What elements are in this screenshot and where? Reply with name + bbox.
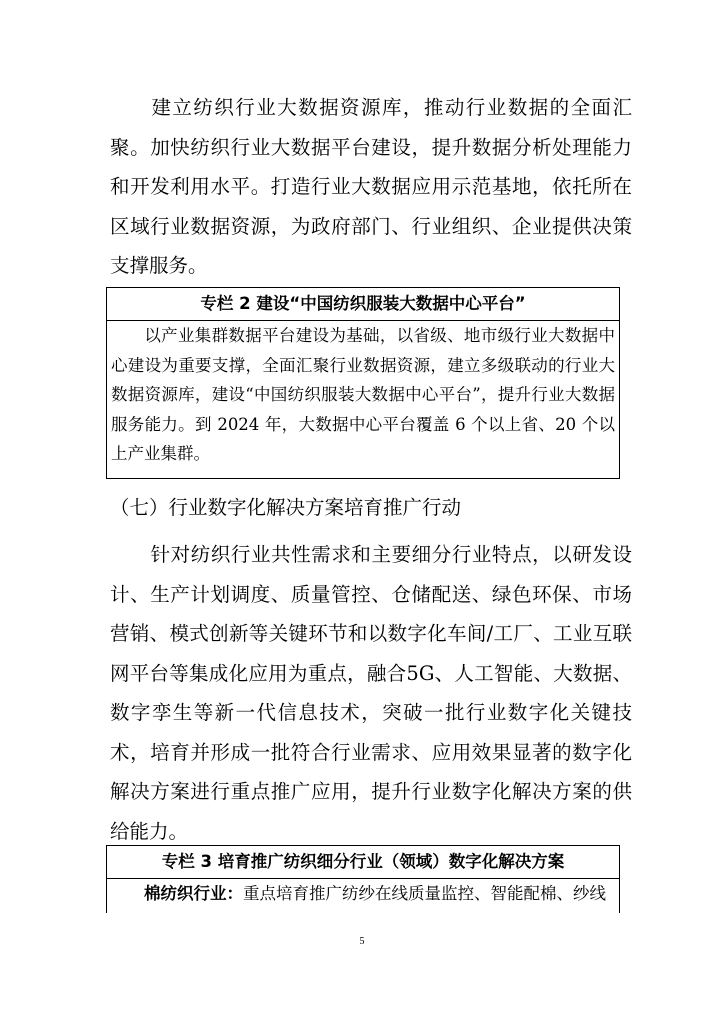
column-box-title: 专栏 2 建设“中国纺织服装大数据中心平台” — [107, 288, 619, 321]
column-box-2 — [106, 287, 620, 479]
column-box-3 — [106, 845, 620, 913]
paragraph-text: 针对纺织行业共性需求和主要细分行业特点，以研发设计、生产计划调度、质量管控、仓储配送、绿色环保、市场营销、模式创新等关键环节和以数字化车间/工厂、工业互联网平台等集成化应用为重点，融合5G、人工智能、大数据、数字孪生等新一代信息技术，突破一批行业数字化关键技术，培育并形成一批符合行业需求、应用效果显著的数字化解决方案进行重点推广应用，提升行业数字化解决方案的供给能力。 — [110, 543, 632, 843]
paragraph-data-resource — [110, 88, 632, 286]
column-box-title: 专栏 3 培育推广纺织细分行业（领域）数字化解决方案 — [107, 846, 619, 879]
page-number: 5 — [359, 936, 365, 947]
column-box-body — [107, 321, 619, 469]
column-box-body — [107, 879, 619, 909]
paragraph-text: 建立纺织行业大数据资源库，推动行业数据的全面汇聚。加快纺织行业大数据平台建设，提升数据分析处理能力和开发利用水平。打造行业大数据应用示范基地，依托所在区域行业数据资源，为政府部门、行业组织、企业提供决策支撑服务。 — [110, 96, 632, 277]
section-heading-7: （七）行业数字化解决方案培育推广行动 — [110, 496, 462, 519]
column-box-text: 重点培育推广纺纱在线质量监控、智能配棉、纱线 — [243, 884, 606, 903]
column-box-text: 以产业集群数据平台建设为基础，以省级、地市级行业大数据中心建设为重要支撑，全面汇聚行业数据资源，建立多级联动的行业大数据资源库，建设“中国纺织服装大数据中心平台”，提升行业大数据服务能力。到 2024 年，大数据中心平台覆盖 6 个以上省、20 个以上产业集群。 — [111, 326, 615, 463]
column-box-lead: 棉纺织行业： — [144, 884, 243, 903]
paragraph-digital-solutions — [110, 535, 632, 851]
